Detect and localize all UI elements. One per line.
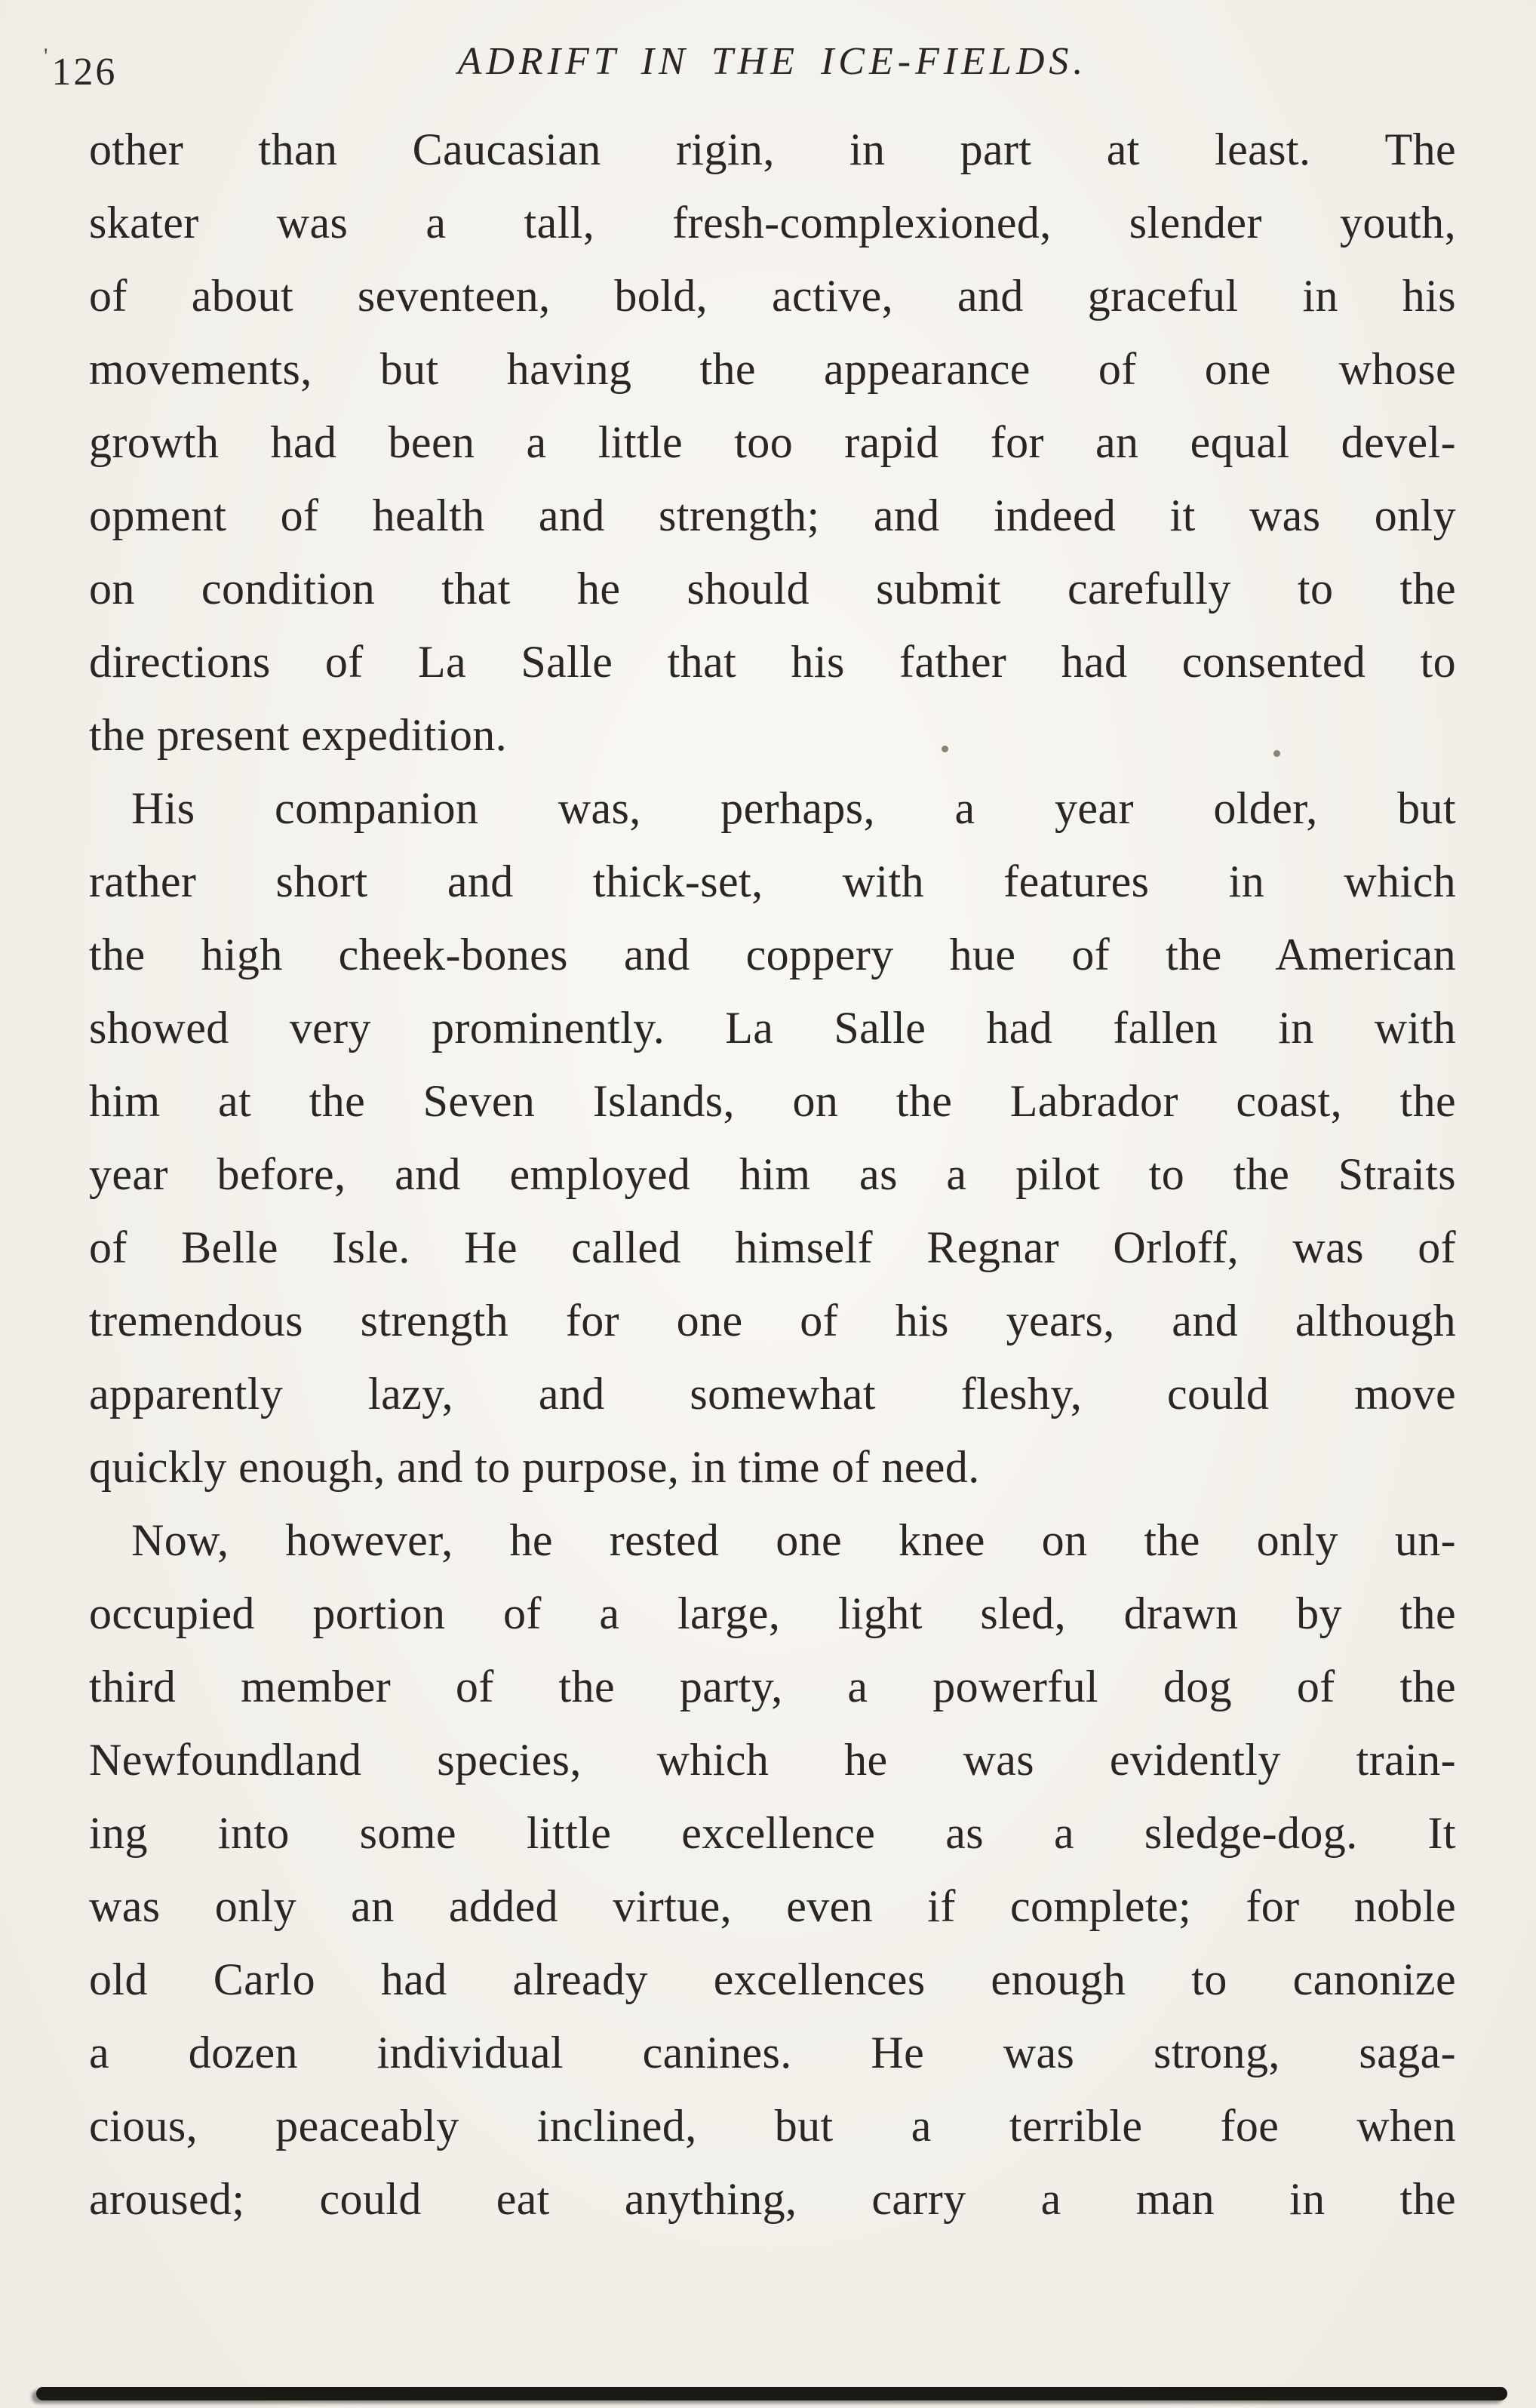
- text-line: occupied portion of a large, light sled, drawn by the: [89, 1588, 1456, 1638]
- paragraph: [89, 1504, 1456, 2236]
- text-line: His companion was, perhaps, a year older, but: [131, 783, 1456, 833]
- text-line: other than Caucasian rigin, in part at least. The: [89, 125, 1456, 174]
- text-line: the high cheek-bones and coppery hue of the American: [89, 930, 1456, 979]
- paragraph: [89, 113, 1456, 772]
- page-body: [89, 113, 1456, 2236]
- stray-ink-mark: ': [44, 44, 51, 69]
- text-line: a dozen individual canines. He was strong, saga-: [89, 2028, 1456, 2077]
- text-line: growth had been a little too rapid for an equal devel-: [89, 417, 1456, 467]
- text-line: him at the Seven Islands, on the Labrador coast, the: [89, 1076, 1456, 1126]
- scan-speck: [1273, 750, 1280, 757]
- paragraph: [89, 772, 1456, 1504]
- text-line: cious, peaceably inclined, but a terrible foe when: [89, 2101, 1456, 2151]
- text-line: aroused; could eat anything, carry a man in the: [89, 2174, 1456, 2224]
- page-number-text: 126: [51, 51, 118, 94]
- text-line: rather short and thick-set, with features in which: [89, 856, 1456, 906]
- text-line: year before, and employed him as a pilot to the Straits: [89, 1149, 1456, 1199]
- scan-speck: [942, 746, 948, 752]
- text-line: movements, but having the appearance of one whose: [89, 344, 1456, 394]
- text-line: apparently lazy, and somewhat fleshy, could move: [89, 1369, 1456, 1419]
- text-line: opment of health and strength; and indeed it was only: [89, 491, 1456, 540]
- text-line: showed very prominently. La Salle had fallen in with: [89, 1003, 1456, 1053]
- page-number: [44, 44, 117, 94]
- text-line: tremendous strength for one of his years, and although: [89, 1296, 1456, 1345]
- text-line: was only an added virtue, even if complete; for noble: [89, 1881, 1456, 1931]
- running-header: ADRIFT IN THE ICE-FIELDS.: [457, 40, 1088, 83]
- text-line: of Belle Isle. He called himself Regnar Orloff, was of: [89, 1222, 1456, 1272]
- text-line: the present expedition.: [89, 710, 508, 760]
- text-line: directions of La Salle that his father had consented to: [89, 637, 1456, 687]
- text-line: third member of the party, a powerful dog of the: [89, 1662, 1456, 1711]
- text-line: of about seventeen, bold, active, and graceful in his: [89, 271, 1456, 321]
- text-line: old Carlo had already excellences enough to canonize: [89, 1954, 1456, 2004]
- text-line: Now, however, he rested one knee on the only un-: [131, 1515, 1456, 1565]
- text-line: on condition that he should submit carefully to the: [89, 564, 1456, 614]
- scan-artifact-bottom-bar: [36, 2387, 1507, 2400]
- text-line: Newfoundland species, which he was evidently train-: [89, 1735, 1456, 1785]
- text-line: quickly enough, and to purpose, in time of need.: [89, 1442, 980, 1492]
- text-line: ing into some little excellence as a sledge-dog. It: [89, 1808, 1456, 1858]
- text-line: skater was a tall, fresh-complexioned, slender youth,: [89, 198, 1456, 248]
- page-header: [44, 39, 1456, 94]
